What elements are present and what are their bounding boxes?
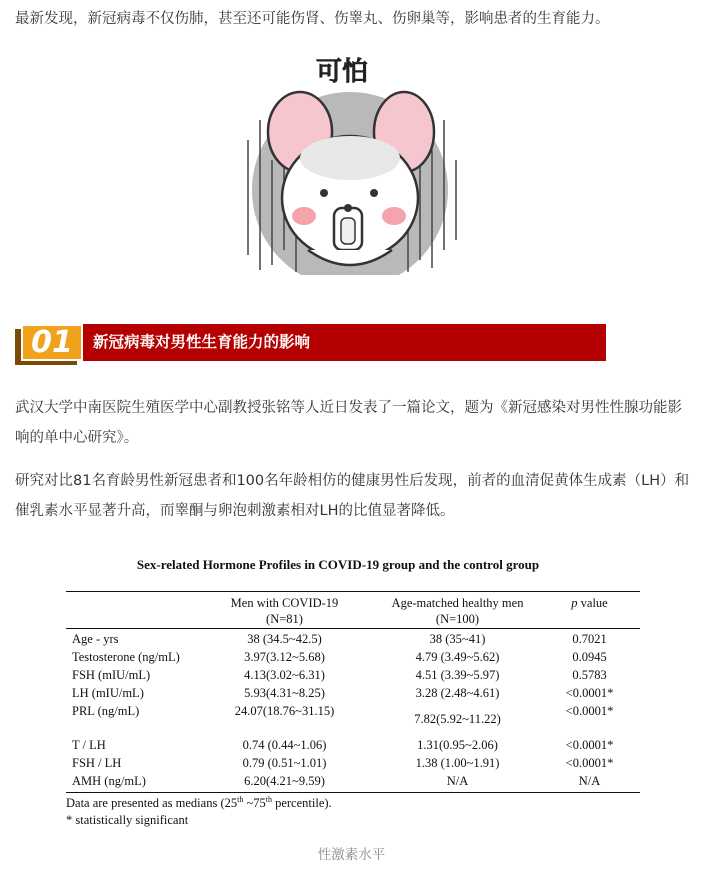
row-covid-value: 0.79 (0.51~1.01) [242,756,327,770]
row-p-value: 0.5783 [572,668,607,682]
hormone-table-figure [62,548,642,838]
row-label: FSH (mIU/mL) [72,668,151,682]
table-note-significance: * statistically significant [66,813,189,827]
row-p-value: N/A [578,774,601,788]
table-top-rule [66,591,640,592]
row-label: PRL (ng/mL) [72,704,140,718]
table-title: Sex-related Hormone Profiles in COVID-19 group and the control group [136,557,540,572]
row-covid-value: 4.13(3.02~6.31) [244,668,325,682]
row-label: Age - yrs [72,632,119,646]
header-covid-line2: (N=81) [266,612,303,626]
row-p-value: <0.0001* [565,686,614,700]
row-covid-value: 38 (34.5~42.5) [247,632,322,646]
header-control-line2: (N=100) [435,612,480,626]
header-control-line1: Age-matched healthy men [391,596,524,610]
row-control-value: 1.31(0.95~2.06) [417,738,498,752]
header-p-italic: p [571,596,578,610]
row-covid-value: 5.93(4.31~8.25) [244,686,325,700]
header-covid [217,595,352,627]
row-p-value: <0.0001* [565,704,614,718]
row-control-value: 38 (35~41) [429,632,486,646]
row-p-value: 0.7021 [572,632,607,646]
row-covid-value: 3.97(3.12~5.68) [244,650,325,664]
row-control-value: 3.28 (2.48~4.61) [415,686,500,700]
scared-mouse-illustration [238,50,464,275]
row-covid-value: 0.74 (0.44~1.06) [242,738,327,752]
section-header [15,324,606,364]
row-label: Testosterone (ng/mL) [72,650,180,664]
row-covid-value: 6.20(4.21~9.59) [244,774,325,788]
row-p-value: <0.0001* [565,756,614,770]
illustration-caption-text: 可怕 [315,57,369,87]
row-control-value: 7.82(5.92~11.22) [414,712,501,726]
row-p-value: 0.0945 [572,650,607,664]
header-covid-line1: Men with COVID-19 [230,596,339,610]
paragraph-2: 研究对比81名育龄男性新冠患者和100名年龄相仿的健康男性后发现，前者的血清促黄体生成素（LH）和催乳素水平显著升高，而睾酮与卵泡刺激素相对LH的比值显著降低。 [15,473,690,519]
header-control [380,595,535,627]
section-number: 01 [31,325,73,360]
row-label: T / LH [72,738,106,752]
row-label: LH (mIU/mL) [72,686,144,700]
table-header-rule [66,628,640,629]
header-p-value [542,595,637,611]
row-control-value: N/A [446,774,469,788]
row-control-value: 1.38 (1.00~1.91) [415,756,500,770]
paragraph-1: 武汉大学中南医院生殖医学中心副教授张铭等人近日发表了一篇论文，题为《新冠感染对男性性腺功能影响的单中心研究》。 [15,400,682,446]
section-title: 新冠病毒对男性生育能力的影响 [93,333,311,351]
row-label: FSH / LH [72,756,122,770]
row-covid-value: 24.07(18.76~31.15) [234,704,335,718]
header-p-rest: value [577,596,608,610]
row-control-value: 4.51 (3.39~5.97) [415,668,500,682]
table-note-medians: Data are presented as medians (25th ~75th percentile). [66,795,332,811]
figure-caption: 性激素水平 [317,847,386,863]
row-control-value: 4.79 (3.49~5.62) [415,650,500,664]
row-label: AMH (ng/mL) [72,774,146,788]
intro-paragraph: 最新发现，新冠病毒不仅伤肺，甚至还可能伤肾、伤睾丸、伤卵巢等，影响患者的生育能力。 [15,11,610,27]
row-p-value: <0.0001* [565,738,614,752]
table-bottom-rule [66,792,640,793]
